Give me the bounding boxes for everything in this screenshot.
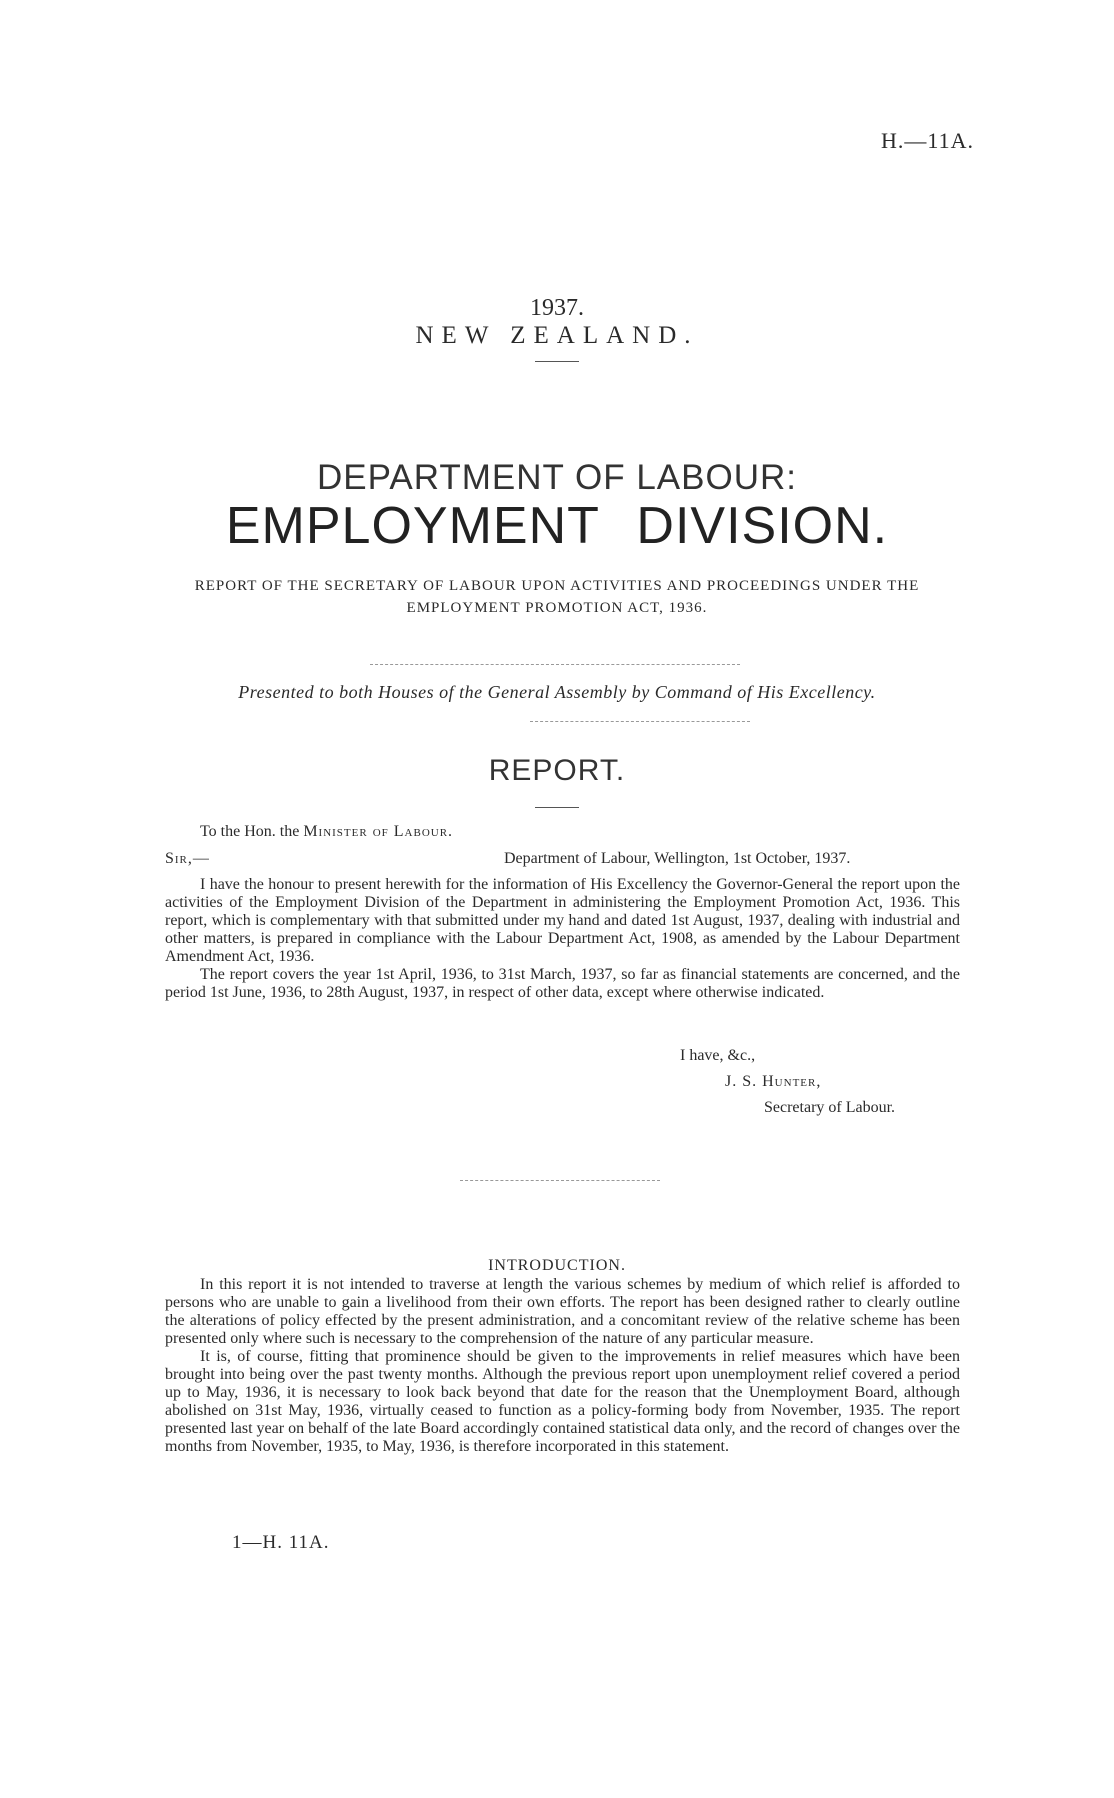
report-body [165, 876, 960, 1002]
division-title: EMPLOYMENT DIVISION. [225, 497, 889, 555]
report-subtitle: REPORT OF THE SECRETARY OF LABOUR UPON ACTIVITIES AND PROCEEDINGS UNDER THE EMPLOYMENT PROMOTION ACT, 1936. [194, 578, 920, 616]
addressee-line [200, 823, 453, 841]
divider-dashed [370, 664, 740, 665]
report-paragraph: The report covers the year 1st April, 1936, to 31st March, 1937, so far as financial statements are concerned, and the period 1st June, 1936, to 28th August, 1937, in respect of other data, except where otherwise indicated. [165, 966, 960, 1001]
signatory: J. S. Hunter, [725, 1073, 822, 1090]
department-title: DEPARTMENT OF LABOUR: [317, 458, 797, 497]
year: 1937. [530, 295, 584, 321]
introduction-body [165, 1276, 960, 1456]
country: NEW ZEALAND. [415, 322, 699, 349]
divider-dashed [530, 721, 750, 722]
signatory-title: Secretary of Labour. [764, 1099, 896, 1116]
divider-short [535, 807, 579, 808]
addressee-prefix: To the Hon. the [200, 823, 300, 840]
introduction-paragraph: In this report it is not intended to traverse at length the various schemes by medium of which relief is afforded to persons who are unable to gain a livelihood from their own efforts. The report has been designed rather to clearly outline the alterations of policy effected by the present administration, and a concomitant review of the relative scheme has been presented only where such is necessary to the comprehension of the nature of any particular measure. [165, 1276, 960, 1347]
presented-line: Presented to both Houses of the General Assembly by Command of His Excellency. [238, 682, 876, 702]
page-reference: 1—H. 11A. [232, 1532, 330, 1553]
closing: I have, &c., [680, 1047, 756, 1064]
place-date: Department of Labour, Wellington, 1st October, 1937. [504, 850, 851, 867]
addressee-name: Minister of Labour. [303, 823, 454, 840]
introduction-heading: INTRODUCTION. [488, 1257, 626, 1274]
introduction-paragraph: It is, of course, fitting that prominence should be given to the improvements in relief measures which have been brought into being over the past twenty months. Although the previous report upon unemployment relief covered a period up to May, 1936, it is necessary to look back beyond that date for the reason that the Unemployment Board, although abolished on 31st May, 1936, virtually ceased to function as a policy-forming body from November, 1935. The report presented last year on behalf of the late Board accordingly contained statistical data only, and the record of changes over the months from November, 1935, to May, 1936, is therefore incorporated in this statement. [165, 1348, 960, 1455]
salutation: Sir,— [165, 850, 210, 867]
divider-short [535, 361, 579, 362]
divider-dashed [460, 1180, 660, 1181]
report-heading: REPORT. [488, 754, 626, 787]
document-reference: H.—11A. [881, 128, 974, 153]
report-paragraph: I have the honour to present herewith for the information of His Excellency the Governor-General the report upon the activities of the Employment Division of the Department in administering the Employment Promotion Act, 1936. This report, which is complementary with that submitted under my hand and dated 1st August, 1937, dealing with industrial and other matters, is prepared in compliance with the Labour Department Act, 1908, as amended by the Labour Department Amendment Act, 1936. [165, 876, 960, 965]
